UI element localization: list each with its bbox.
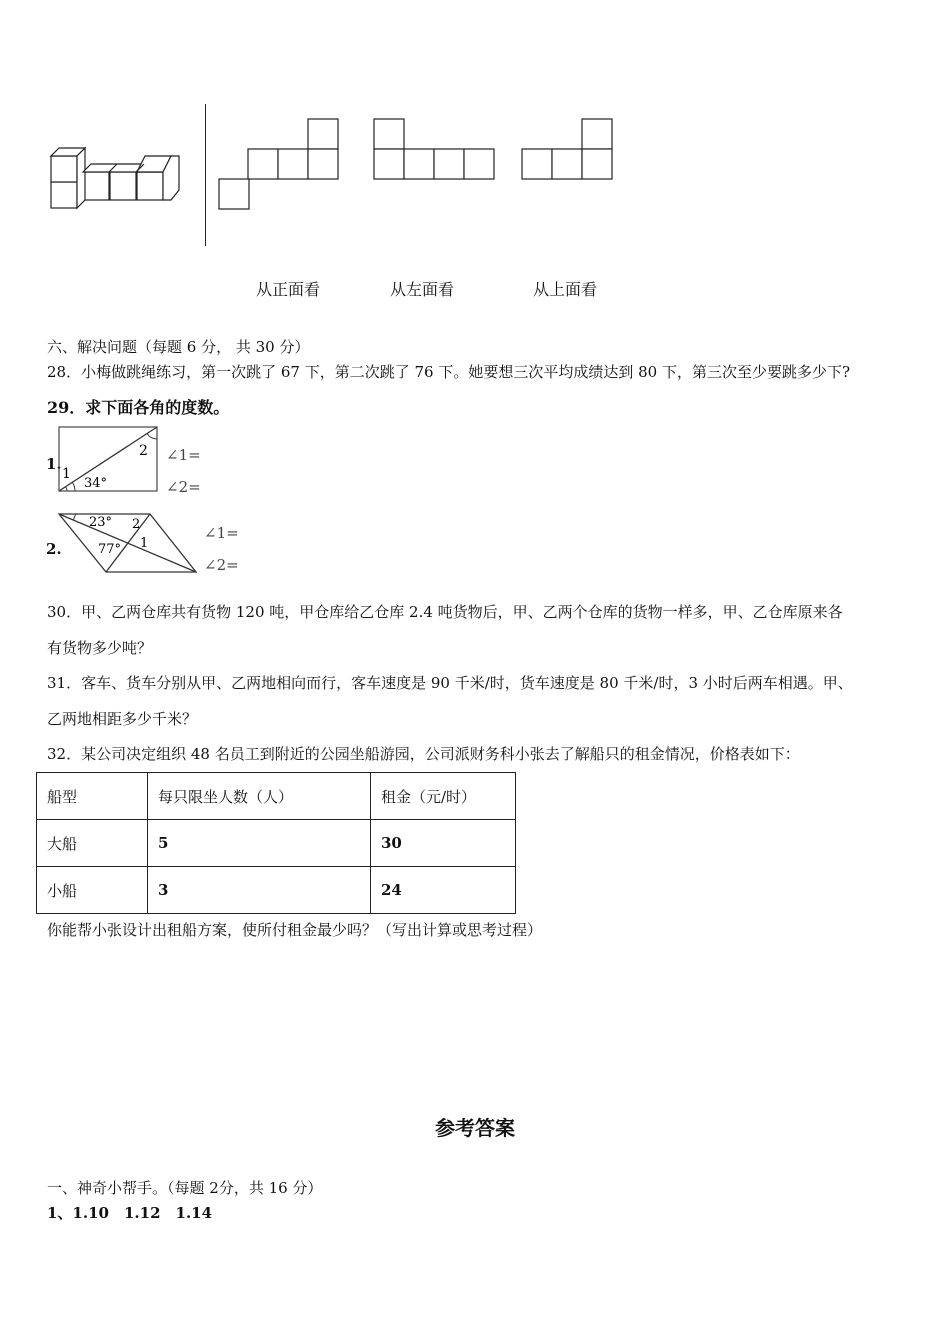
question-31-line2: 乙两地相距多少千米？: [47, 710, 198, 728]
top-view-figure: [518, 115, 618, 185]
table-row: [37, 820, 516, 867]
table-cell: 5: [148, 820, 371, 867]
fig2-answer-angle1: ∠1=: [204, 524, 239, 542]
question-28: 28．小梅做跳绳练习，第一次跳了 67 下，第二次跳了 76 下。她要想三次平均成绩达到 80 下，第三次至少要跳多少下?: [47, 363, 851, 381]
figure-1-label: 1.: [46, 455, 62, 473]
cube-figure: [40, 100, 200, 220]
fig1-answer-angle1: ∠1=: [166, 446, 201, 464]
question-31-line1: 31．客车、货车分别从甲、乙两地相向而行，客车速度是 90 千米/时，货车速度是 80 千米/时，3 小时后两车相遇。甲、: [47, 674, 853, 692]
front-view-caption: 从正面看: [256, 280, 321, 299]
question-29-title: 29．求下面各角的度数。: [47, 398, 230, 417]
angle-2-mark: 2: [132, 517, 141, 532]
angle-2-mark: 2: [139, 443, 148, 459]
table-header: 租金（元/时）: [371, 773, 516, 820]
boat-price-table: [36, 772, 516, 914]
table-cell: 小船: [37, 867, 148, 914]
left-view-caption: 从左面看: [390, 280, 455, 299]
table-header: 每只限坐人数（人）: [148, 773, 371, 820]
question-30-line1: 30．甲、乙两仓库共有货物 120 吨，甲仓库给乙仓库 2.4 吨货物后，甲、乙两个仓库的货物一样多，甲、乙仓库原来各: [47, 603, 843, 621]
left-view-figure: [370, 115, 500, 185]
table-cell: 30: [371, 820, 516, 867]
angle-1-mark: 1: [140, 536, 149, 551]
table-cell: 大船: [37, 820, 148, 867]
table-header-row: [37, 773, 516, 820]
divider-line: [205, 104, 206, 246]
question-32-intro: 32．某公司决定组织 48 名员工到附近的公园坐船游园，公司派财务科小张去了解船只的租金情况，价格表如下：: [47, 745, 800, 763]
top-view-caption: 从上面看: [533, 280, 598, 299]
question-32-ask: 你能帮小张设计出租船方案，使所付租金最少吗？（写出计算或思考过程）: [47, 921, 543, 939]
answers-section-1: 一、神奇小帮手。（每题 2分，共 16 分）: [47, 1179, 323, 1197]
given-angle-23: 23°: [89, 515, 113, 530]
section-heading: 六、解决问题（每题 6 分， 共 30 分）: [47, 338, 310, 356]
answer-1: 1、1.10 1.12 1.14: [47, 1204, 213, 1222]
given-angle-34: 34°: [84, 476, 108, 491]
figure-2-label: 2.: [46, 540, 62, 558]
fig1-answer-angle2: ∠2=: [166, 478, 201, 496]
parallelogram-angle-figure: [56, 510, 201, 578]
table-cell: 24: [371, 867, 516, 914]
front-view-figure: [215, 115, 345, 215]
table-header: 船型: [37, 773, 148, 820]
angle-1-mark: 1: [62, 466, 71, 482]
answers-title: 参考答案: [435, 1116, 515, 1140]
table-cell: 3: [148, 867, 371, 914]
given-angle-77: 77°: [98, 542, 122, 557]
table-row: [37, 867, 516, 914]
fig2-answer-angle2: ∠2=: [204, 556, 239, 574]
question-30-line2: 有货物多少吨？: [47, 639, 153, 657]
rectangle-angle-figure: [55, 424, 165, 496]
